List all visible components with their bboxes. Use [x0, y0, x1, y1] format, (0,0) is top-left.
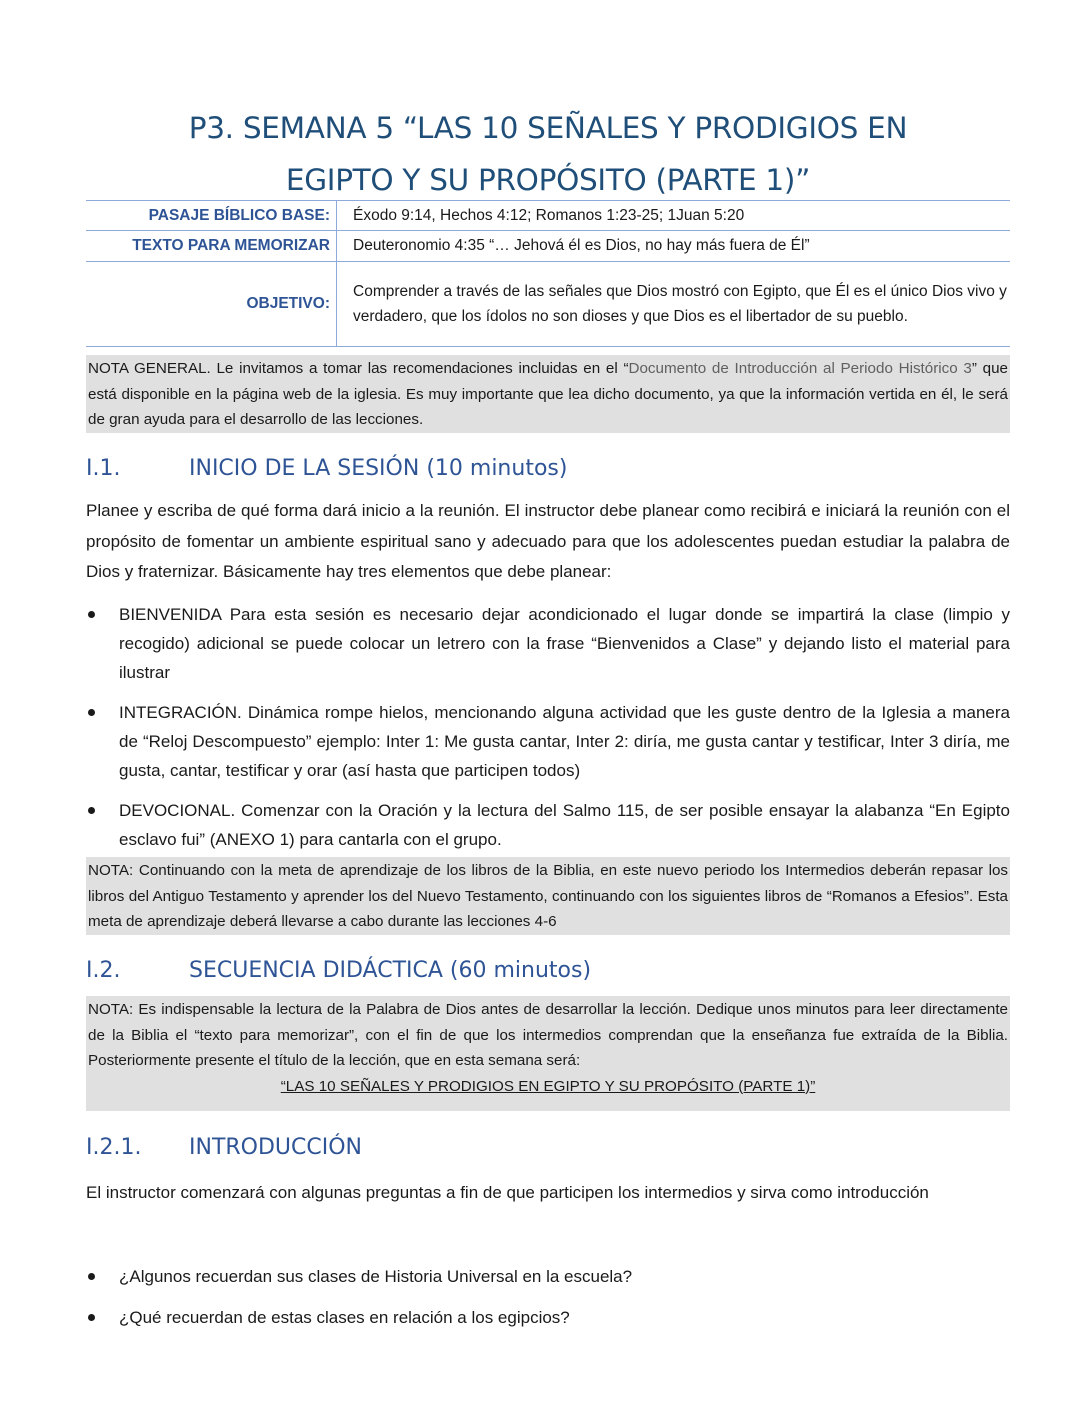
- reading-note-text: NOTA: Es indispensable la lectura de la Palabra de Dios antes de desarrollar la lección. Dedique unos minutos para leer directamente de la Biblia el “texto para memorizar”, con el fin de que los intermedios comprendan que la enseñanza fue extraída de la Biblia. Posteriormente presente el título de la lección, que en esta semana será:: [88, 1001, 1008, 1069]
- intro-questions-list: [86, 1262, 1010, 1343]
- books-note-box: [86, 857, 1010, 935]
- list-item: ¿Qué recuerdan de estas clases en relación a los egipcios?: [86, 1303, 1010, 1332]
- session-elements-list: [86, 600, 1010, 865]
- section-title: INICIO DE LA SESIÓN (10 minutos): [189, 456, 568, 481]
- section-intro-paragraph: Planee y escriba de qué forma dará inicio a la reunión. El instructor debe planear como recibirá e iniciará la reunión con el propósito de fomentar un ambiente espiritual sano y adecuado para que los adolescentes puedan estudiar la palabra de Dios y fraternizar. Básicamente hay tres elementos que debe planear:: [86, 501, 1010, 581]
- passage-value: Éxodo 9:14, Hechos 4:12; Romanos 1:23-25; 1Juan 5:20: [337, 201, 1011, 231]
- title-line-1: P3. SEMANA 5 “LAS 10 SEÑALES Y PRODIGIOS EN: [188, 111, 908, 145]
- document-title: [86, 102, 1010, 206]
- passage-row: [86, 201, 1010, 231]
- passage-label: PASAJE BÍBLICO BASE:: [86, 201, 337, 231]
- lesson-title-callout: “LAS 10 SEÑALES Y PRODIGIOS EN EGIPTO Y SU PROPÓSITO (PARTE 1)”: [280, 1077, 816, 1095]
- memory-verse-value: Deuteronomio 4:35 “… Jehová él es Dios, no hay más fuera de Él”: [337, 231, 1011, 262]
- memory-verse-row: [86, 231, 1010, 262]
- bullet-icon: [88, 1273, 95, 1280]
- bullet-icon: [88, 611, 95, 618]
- list-item: DEVOCIONAL. Comenzar con la Oración y la lectura del Salmo 115, de ser posible ensayar la alabanza “En Egipto esclavo fui” (ANEXO 1) para cantarla con el grupo.: [86, 796, 1010, 854]
- section-number: I.2.1.: [86, 1135, 142, 1160]
- section-number: I.1.: [86, 456, 121, 481]
- list-item: INTEGRACIÓN. Dinámica rompe hielos, mencionando alguna actividad que les guste dentro de la Iglesia a manera de “Reloj Descompuesto” ejemplo: Inter 1: Me gusta cantar, Inter 2: diría, me gusta cantar y testificar, Inter 3 diría, me gusta, cantar, testificar y orar (así hasta que participen todos): [86, 698, 1010, 785]
- objective-value: Comprender a través de las señales que Dios mostró con Egipto, que Él es el único Dios vivo y verdadero, que los ídolos no son dioses y que Dios es el libertador de su pueblo.: [337, 262, 1011, 347]
- section-title: INTRODUCCIÓN: [189, 1135, 363, 1160]
- books-note-text: NOTA: Continuando con la meta de aprendizaje de los libros de la Biblia, en este nuevo periodo los Intermedios deberán repasar los libros del Antiguo Testamento y aprender los del Nuevo Testamento, continuando con los siguientes libros de “Romanos a Efesios”. Esta meta de aprendizaje deberá llevarse a cabo durante las lecciones 4-6: [88, 862, 1008, 930]
- bullet-icon: [88, 807, 95, 814]
- bullet-icon: [88, 709, 95, 716]
- general-note-text: [88, 356, 1008, 433]
- reading-note-box: [86, 996, 1010, 1111]
- objective-row: [86, 262, 1010, 347]
- general-note-prefix: NOTA GENERAL. Le invitamos a tomar las recomendaciones incluidas en el “: [88, 360, 629, 377]
- section-title: SECUENCIA DIDÁCTICA (60 minutos): [189, 958, 592, 983]
- objective-label: OBJETIVO:: [86, 262, 337, 347]
- title-line-2: EGIPTO Y SU PROPÓSITO (PARTE 1)”: [285, 163, 811, 197]
- general-note-box: [86, 355, 1010, 433]
- general-note-suffix: ” que está disponible en la página web de la iglesia. Es muy importante que lea dicho documento, ya que la información vertida en él, le será de gran ayuda para el desarrollo de las lecciones.: [88, 360, 1008, 428]
- memory-verse-label: TEXTO PARA MEMORIZAR: [86, 231, 337, 262]
- lesson-info-table: [86, 200, 1010, 347]
- section-number: I.2.: [86, 958, 121, 983]
- introduction-paragraph: El instructor comenzará con algunas preguntas a fin de que participen los intermedios y sirva como introducción: [86, 1183, 929, 1202]
- list-item: ¿Algunos recuerdan sus clases de Historia Universal en la escuela?: [86, 1262, 1010, 1291]
- bullet-icon: [88, 1314, 95, 1321]
- list-item: BIENVENIDA Para esta sesión es necesario dejar acondicionado el lugar donde se impartirá la clase (limpio y recogido) adicional se puede colocar un letrero con la frase “Bienvenidos a Clase” y dejando listo el material para ilustrar: [86, 600, 1010, 687]
- intro-document-name: Documento de Introducción al Periodo Histórico 3: [628, 360, 972, 377]
